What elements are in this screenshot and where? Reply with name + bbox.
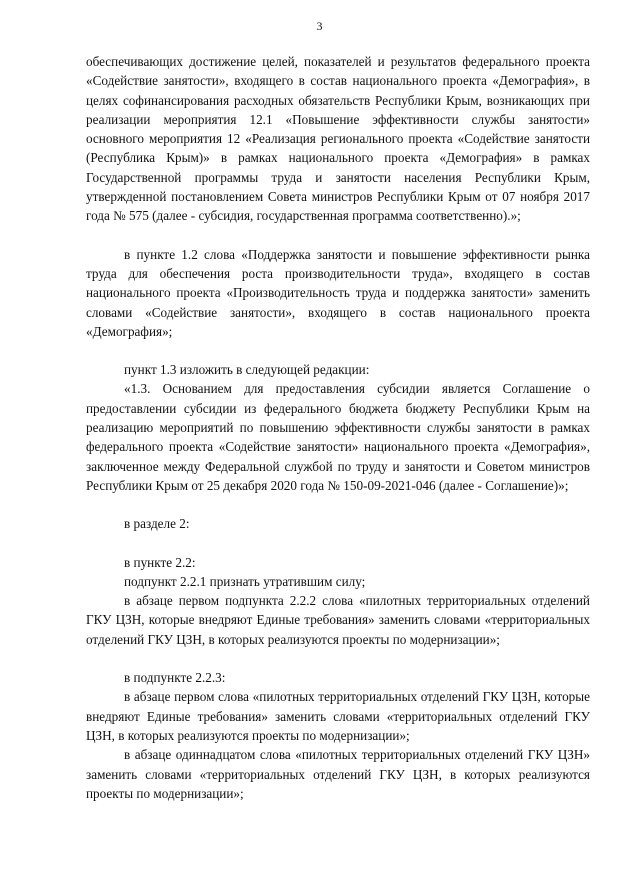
paragraph-clause-1-3-text: «1.3. Основанием для предоставления субсидии является Соглашение о предоставлении субсидии из федерального бюджета бюджету Республики Крым на реализацию мероприятий по повышению эффективности службы занятости в рамках федерального проекта «Содействие занятости» национального проекта «Демография», заключенное между Федеральной службой по труду и занятости и Советом министров Республики Крым от 25 декабря 2020 года № 150-09-2021-046 (далее - Соглашение)»; <box>86 381 590 493</box>
paragraph-clause-1-2: в пункте 1.2 слова «Поддержка занятости и повышение эффективности рынка труда для обеспечения роста производительности труда», входящего в состав национального проекта «Производительность труда и поддержка занятости» заменить словами «Содействие занятости», входящего в состав национального проекта «Демография»; <box>86 246 590 339</box>
page-number: 3 <box>316 19 323 33</box>
paragraph-section-2: в разделе 2: <box>124 516 190 532</box>
paragraph-subclause-2-2-1: подпункт 2.2.1 признать утратившим силу; <box>124 573 366 589</box>
document-body <box>86 52 590 803</box>
paragraph-clause-1-3-intro: пункт 1.3 изложить в следующей редакции: <box>124 362 370 378</box>
paragraph-first-abzac: в абзаце первом слова «пилотных территориальных отделений ГКУ ЦЗН, которые внедряют Единые требования» заменить словами «территориальных отделений ГКУ ЦЗН, в которых реализуются проекты по модернизации»; <box>86 689 590 743</box>
paragraph-subclause-2-2-3: в подпункте 2.2.3: <box>124 670 226 686</box>
paragraph-clause-2-2: в пункте 2.2: <box>124 554 196 570</box>
paragraph-eleventh-abzac: в абзаце одиннадцатом слова «пилотных территориальных отделений ГКУ ЦЗН» заменить словами «территориальных отделений ГКУ ЦЗН, в которых реализуются проекты по модернизации»; <box>86 747 590 801</box>
paragraph-subclause-2-2-2: в абзаце первом подпункта 2.2.2 слова «пилотных территориальных отделений ГКУ ЦЗН, которые внедряют Единые требования» заменить словами «территориальных отделений ГКУ ЦЗН, в которых реализуются проекты по модернизации»; <box>86 593 590 647</box>
paragraph-subsidy-purpose: обеспечивающих достижение целей, показателей и результатов федерального проекта «Содействие занятости», входящего в состав национального проекта «Демография», в целях софинансирования расходных обязательств Республики Крым, возникающих при реализации мероприятия 12.1 «Повышение эффективности службы занятости» основного мероприятия 12 «Реализация регионального проекта «Содействие занятости (Республика Крым)» в рамках национального проекта «Демография» в рамках Государственной программы труда и занятости населения Республики Крым, утвержденной постановлением Совета министров Республики Крым от 07 ноября 2017 года № 575 (далее - субсидия, государственная программа соответственно).»; <box>86 54 590 224</box>
